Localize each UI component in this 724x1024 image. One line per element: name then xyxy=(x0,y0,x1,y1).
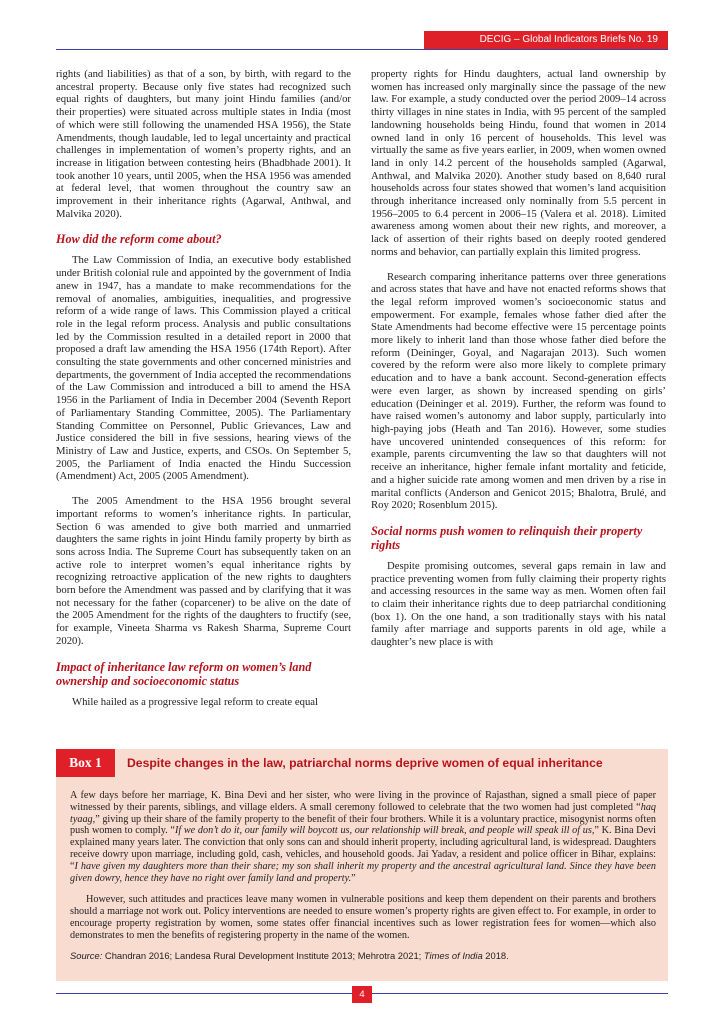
paragraph: The 2005 Amendment to the HSA 1956 brought several important reforms to women’s inheritance rights. In particular, Section 6 was amended to give both married and unmarried daughters the same rights in joint Hindu family property by birth as sons across India. The Supreme Court has subsequently taken on an active role to interpret women’s equal inheritance rights by recognizing retroactive application of the new rights to daughters born before the Amendment was passed and by clarifying that it was not necessary for the father (coparcener) to be alive on the date of the 2005 Amendment for the rights of the daughters to fructify (see, for example, Vineeta Sharma vs Rakesh Sharma, Supreme Court 2020). xyxy=(56,495,351,647)
box-text: ” K. Bina Devi explained many years later. The conviction that only sons can and should inherit property, including agricultural land, is widespread. Daughters receive dowry upon marriage, including gold, cash, vehicles, and household goods. Jai Yadav, a resident and police officer in Bihar, explains: “ xyxy=(70,825,656,872)
section-heading: Impact of inheritance law reform on women’s land ownership and socioeconomic status xyxy=(56,659,312,688)
paragraph: property rights for Hindu daughters, actual land ownership by women has increased only marginally since the passage of the new law. For example, a study conducted over the period 2009–14 across thirty villages in nine states in India, with 95 percent of the sampled landowning households being Hindu, found that women in 2014 owned land in only 16 percent of households. This level was virtually the same as five years earlier, in 2009, when women owned land in only 14.2 percent of the households sampled (Agarwal, Anthwal, and Malvika 2020). Another study based on 8,640 rural households across four states showed that women’s land acquisition through inheritance increased only nominally from 5.5 percent in 1956–2005 to 6.4 percent in 2006–15 (Valera et al. 2018). Limited awareness among women about their new rights, and moreover, a lack of assertion of their rights based on deeply rooted gendered norms and behavior, can partially explain this limited progress. xyxy=(371,68,666,258)
left-column xyxy=(56,68,351,708)
section-heading: Social norms push women to relinquish their property rights xyxy=(371,523,643,552)
paragraph: The Law Commission of India, an executive body established under British colonial rule and appointed by the government of India anew in 1947, has a mandate to make recommendations for the removal of anomalies, ambiguities, inequalities, and progressive reform of a wide range of laws. This Commission played a critical role in the legal reform process. Analysis and public consultations led by the Commission resulted in a detailed report in 2000 that proposed a draft law amending the HSA 1956 (174th Report). After consulting the state governments and other concerned ministries and departments, the government of India accepted the recommendations of the Law Commission and introduced a bill to amend the HSA 1956 in the Parliament of India in December 2004 (Seventh Report of Parliamentary Standing Committee, 2005). The Parliamentary Standing Committee on Personnel, Public Grievances, Law and Justice considered the bill in five sessions, hearing views of the Ministry of Law and Justice, experts, and CSOs. On September 5, 2005, the Parliament of India enacted the Hindu Succession (Amendment) Act, 2005 (2005 Amendment). xyxy=(56,254,351,483)
box-term: haq tyaag, xyxy=(70,801,656,825)
box-text: A few days before her marriage, K. Bina Devi and her sister, who were living in the province of Rajasthan, signed a small piece of paper witnessed by their parents, siblings, and village elders. A small ceremony followed to celebrate that the two women had just completed “ xyxy=(70,790,656,813)
box-text: ” giving up their share of the family property to the benefit of their four brothers. While it is a voluntary practice, misogynist norms often push women to comply. “ xyxy=(70,813,656,837)
paragraph: rights (and liabilities) as that of a son, by birth, with regard to the ancestral property. Because only five states had recognized such equal rights of daughters, but many joint Hindu families (and/or their properties) were situated across multiple states in India (most of which were still following the unamended HSA 1956), the State Amendments, though laudable, led to legal uncertainty and practical challenges in implementation of women’s property rights, and an increase in litigation between contesting heirs (Bhadbhade 2001). It took another 10 years, until 2005, when the HSA 1956 was amended at federal level, that women throughout the country saw an improvement in their inheritance rights (Agarwal, Anthwal, and Malvika 2020). xyxy=(56,68,351,220)
box-tag: Box 1 xyxy=(56,749,115,777)
box-source xyxy=(70,950,656,962)
box-text: ” xyxy=(351,872,356,884)
header-series-label: DECIG – Global Indicators Briefs No. 19 xyxy=(424,31,668,49)
source-publication: Times of India xyxy=(423,950,483,961)
page-number: 4 xyxy=(352,986,372,1003)
box-paragraph xyxy=(70,790,656,884)
header-rule xyxy=(56,49,668,50)
box-paragraph: However, such attitudes and practices leave many women in vulnerable positions and keep them dependent on their parents and brothers should a marriage not work out. Policy interventions are needed to ensure women’s property rights are given effect to. For example, in order to encourage property registration by women, some states offer financial incentives such as lower registration fees for women—which also demonstrates to men the benefits of registering property in the name of the women. xyxy=(70,894,656,941)
paragraph: While hailed as a progressive legal reform to create equal xyxy=(72,695,318,708)
source-text: 2018. xyxy=(482,950,509,961)
box-quote: I have given my daughters more than their share; my son shall inherit my property and the ancestral agricultural land. Since they have been given dowry, hence they have no right over family land and property. xyxy=(70,860,656,884)
source-text: Chandran 2016; Landesa Rural Development Institute 2013; Mehrotra 2021; xyxy=(102,950,424,961)
right-column xyxy=(371,68,666,649)
box-body xyxy=(70,790,656,942)
box-title: Despite changes in the law, patriarchal norms deprive women of equal inheritance xyxy=(127,756,603,770)
box-quote: If we don’t do it, our family will boycott us, our relationship will break, and people will speak ill of us, xyxy=(174,825,595,837)
section-heading: How did the reform come about? xyxy=(56,232,222,247)
source-label: Source: xyxy=(70,950,103,961)
paragraph: Despite promising outcomes, several gaps remain in law and practice preventing women from fully claiming their property rights and accessing resources in the same way as men. Women often fail to claim their inheritance rights due to deep patriarchal conditioning (box 1). On the one hand, a son traditionally stays with his natal family after marriage and supports parents in old age, while a daughter’s new place is with xyxy=(371,559,666,649)
paragraph: Research comparing inheritance patterns over three generations and across states that have and have not enacted reforms shows that the legal reform improved women’s socioeconomic status and empowerment. For example, females whose father died after the State Amendments had become effective were 15 percentage points more likely to inherit land than those whose father died before the reform (Deininger, Goyal, and Nagarajan 2013). Such women covered by the reform were also more likely to complete primary education and to have a bank account. Second-generation effects were even larger, as shown by increased spending on girls’ education (Deininger et al. 2019). Further, the reform was found to have raised women’s autonomy and labor supply, particularly into high-paying jobs (Heath and Tan 2016). However, some studies have uncovered unintended consequences of this reform: for example, parents circumventing the law so that daughters will not receive an inheritance, higher female infant mortality and feticide, and a higher suicide rate among women and men driven by a rise in marital conflicts (Anderson and Genicot 2015; Bhalotra, Brulé, and Roy 2020; Rosenblum 2015). xyxy=(371,270,666,512)
